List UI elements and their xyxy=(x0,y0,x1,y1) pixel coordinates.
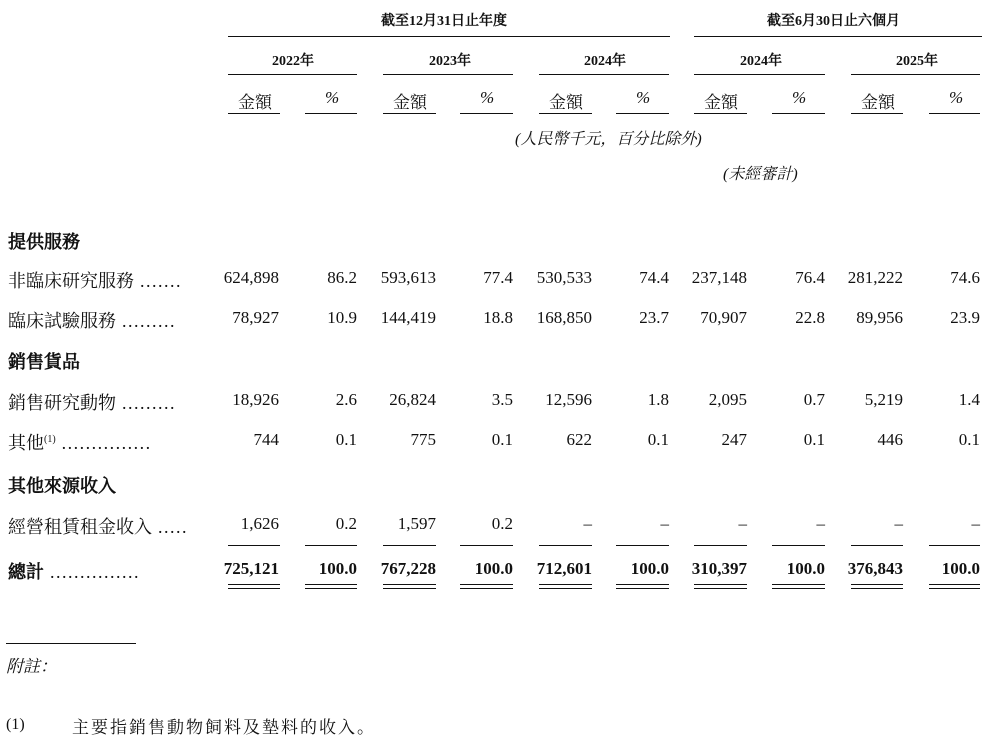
percent-header: % xyxy=(792,88,807,107)
amount-cell: 310,397 xyxy=(691,559,747,578)
subheader-rule xyxy=(929,113,980,114)
section-heading: 提供服務 xyxy=(8,232,80,252)
total-double-rule xyxy=(694,588,747,589)
percent-cell: 22.8 xyxy=(795,308,825,327)
subtotal-rule xyxy=(539,545,592,546)
subtotal-rule xyxy=(383,545,436,546)
percent-cell: 100.0 xyxy=(941,559,980,578)
unaudited-note: (未經審計) xyxy=(723,166,798,183)
amount-header: 金額 xyxy=(704,93,738,112)
amount-cell: – xyxy=(583,514,592,533)
amount-cell: 12,596 xyxy=(545,390,592,409)
row-label-text: 經營租賃租金收入 xyxy=(8,517,152,537)
percent-cell: 2.6 xyxy=(335,390,357,409)
header-group-six: 截至6月30日止六個月 xyxy=(767,14,900,29)
amount-cell: 744 xyxy=(253,430,279,449)
total-double-rule xyxy=(460,588,513,589)
amount-cell: 446 xyxy=(877,430,903,449)
percent-cell: 18.8 xyxy=(483,308,513,327)
amount-cell: – xyxy=(894,514,903,533)
percent-cell: 1.8 xyxy=(647,390,669,409)
percent-cell: 23.7 xyxy=(639,308,669,327)
subheader-rule xyxy=(305,113,357,114)
unit-note: (人民幣千元，百分比除外) xyxy=(515,131,702,148)
row-label-text: 其他 xyxy=(8,433,44,453)
amount-cell: 1,626 xyxy=(240,514,279,533)
total-double-rule xyxy=(383,588,436,589)
percent-cell: 100.0 xyxy=(318,559,357,578)
percent-cell: 0.1 xyxy=(958,430,980,449)
percent-cell: 23.9 xyxy=(950,308,980,327)
total-label xyxy=(8,558,140,584)
total-double-rule xyxy=(383,584,436,585)
subtotal-rule xyxy=(772,545,825,546)
percent-cell: 0.2 xyxy=(335,514,357,533)
subheader-rule xyxy=(539,113,592,114)
amount-cell: 530,533 xyxy=(536,268,592,287)
year-header: 2025年 xyxy=(896,54,938,69)
footnote-title: 附註： xyxy=(6,657,57,676)
percent-cell: 76.4 xyxy=(795,268,825,287)
amount-cell: 376,843 xyxy=(847,559,903,578)
percent-cell: 100.0 xyxy=(786,559,825,578)
total-double-rule xyxy=(694,584,747,585)
section-heading: 銷售貨品 xyxy=(8,352,80,372)
amount-cell: 144,419 xyxy=(380,308,436,327)
total-double-rule xyxy=(616,588,669,589)
subtotal-rule xyxy=(460,545,513,546)
subheader-rule xyxy=(694,113,747,114)
total-double-rule xyxy=(616,584,669,585)
amount-header: 金額 xyxy=(393,93,427,112)
amount-cell: 168,850 xyxy=(536,308,592,327)
percent-cell: – xyxy=(816,514,825,533)
subheader-rule xyxy=(383,113,436,114)
amount-cell: 624,898 xyxy=(223,268,279,287)
amount-cell: 622 xyxy=(566,430,592,449)
subtotal-rule xyxy=(851,545,903,546)
percent-cell: – xyxy=(971,514,980,533)
total-double-rule xyxy=(851,584,903,585)
row-label xyxy=(8,513,188,539)
row-label xyxy=(8,429,152,455)
amount-header: 金額 xyxy=(549,93,583,112)
percent-cell: 3.5 xyxy=(491,390,513,409)
row-label xyxy=(8,307,176,333)
amount-cell: 1,597 xyxy=(397,514,436,533)
percent-header: % xyxy=(480,88,495,107)
amount-header: 金額 xyxy=(861,93,895,112)
amount-cell: 767,228 xyxy=(380,559,436,578)
amount-header: 金額 xyxy=(238,93,272,112)
total-double-rule xyxy=(460,584,513,585)
leader-dots: ............... xyxy=(61,433,152,453)
row-label-text: 總計 xyxy=(8,562,44,582)
percent-cell: 0.1 xyxy=(803,430,825,449)
subheader-rule xyxy=(851,113,903,114)
amount-cell: 237,148 xyxy=(691,268,747,287)
percent-cell: 0.1 xyxy=(335,430,357,449)
percent-cell: 100.0 xyxy=(630,559,669,578)
percent-cell: 0.1 xyxy=(647,430,669,449)
amount-cell: 281,222 xyxy=(847,268,903,287)
amount-cell: 18,926 xyxy=(232,390,279,409)
amount-cell: 78,927 xyxy=(232,308,279,327)
amount-cell: 5,219 xyxy=(864,390,903,409)
total-double-rule xyxy=(228,584,280,585)
footnote-rule xyxy=(6,643,136,644)
percent-cell: – xyxy=(660,514,669,533)
year-header-rule xyxy=(851,74,980,75)
amount-cell: – xyxy=(738,514,747,533)
subtotal-rule xyxy=(616,545,669,546)
percent-cell: 0.2 xyxy=(491,514,513,533)
amount-cell: 712,601 xyxy=(536,559,592,578)
percent-cell: 74.4 xyxy=(639,268,669,287)
subheader-rule xyxy=(772,113,825,114)
subtotal-rule xyxy=(929,545,980,546)
amount-cell: 247 xyxy=(721,430,747,449)
header-group-year-rule xyxy=(228,36,670,37)
year-header: 2024年 xyxy=(740,54,782,69)
row-label-text: 銷售研究動物 xyxy=(8,393,116,413)
leader-dots: ......... xyxy=(122,393,176,413)
amount-cell: 89,956 xyxy=(856,308,903,327)
row-label xyxy=(8,389,176,415)
amount-cell: 725,121 xyxy=(223,559,279,578)
total-double-rule xyxy=(305,588,357,589)
percent-header: % xyxy=(325,88,340,107)
percent-cell: 86.2 xyxy=(327,268,357,287)
percent-cell: 0.7 xyxy=(803,390,825,409)
total-double-rule xyxy=(228,588,280,589)
section-heading: 其他來源收入 xyxy=(8,476,116,496)
subheader-rule xyxy=(460,113,513,114)
year-header-rule xyxy=(694,74,825,75)
percent-cell: 10.9 xyxy=(327,308,357,327)
percent-cell: 0.1 xyxy=(491,430,513,449)
amount-cell: 775 xyxy=(410,430,436,449)
percent-header: % xyxy=(949,88,964,107)
amount-cell: 26,824 xyxy=(389,390,436,409)
footnote-text: 主要指銷售動物飼料及墊料的收入。 xyxy=(72,718,376,737)
subtotal-rule xyxy=(305,545,357,546)
year-header: 2024年 xyxy=(584,54,626,69)
total-double-rule xyxy=(772,588,825,589)
amount-cell: 593,613 xyxy=(380,268,436,287)
row-label xyxy=(8,267,182,293)
total-double-rule xyxy=(539,588,592,589)
subheader-rule xyxy=(616,113,669,114)
percent-cell: 77.4 xyxy=(483,268,513,287)
leader-dots: ..... xyxy=(158,517,188,537)
subheader-rule xyxy=(228,113,280,114)
year-header-rule xyxy=(539,74,669,75)
total-double-rule xyxy=(851,588,903,589)
year-header-rule xyxy=(383,74,513,75)
percent-cell: 74.6 xyxy=(950,268,980,287)
percent-header: % xyxy=(636,88,651,107)
row-label-text: 臨床試驗服務 xyxy=(8,311,116,331)
total-double-rule xyxy=(929,588,980,589)
total-double-rule xyxy=(772,584,825,585)
leader-dots: ....... xyxy=(140,271,182,291)
year-header-rule xyxy=(228,74,357,75)
amount-cell: 70,907 xyxy=(700,308,747,327)
percent-cell: 1.4 xyxy=(958,390,980,409)
total-double-rule xyxy=(305,584,357,585)
row-label-text: 非臨床研究服務 xyxy=(8,271,134,291)
total-double-rule xyxy=(929,584,980,585)
total-double-rule xyxy=(539,584,592,585)
leader-dots: ......... xyxy=(122,311,176,331)
footnote-marker: (1) xyxy=(6,716,25,733)
subtotal-rule xyxy=(228,545,280,546)
header-group-year: 截至12月31日止年度 xyxy=(381,14,507,29)
year-header: 2022年 xyxy=(272,54,314,69)
percent-cell: 100.0 xyxy=(474,559,513,578)
year-header: 2023年 xyxy=(429,54,471,69)
subtotal-rule xyxy=(694,545,747,546)
footnote-ref: (1) xyxy=(44,434,56,445)
header-group-six-rule xyxy=(694,36,982,37)
amount-cell: 2,095 xyxy=(708,390,747,409)
leader-dots: ............... xyxy=(50,562,140,582)
